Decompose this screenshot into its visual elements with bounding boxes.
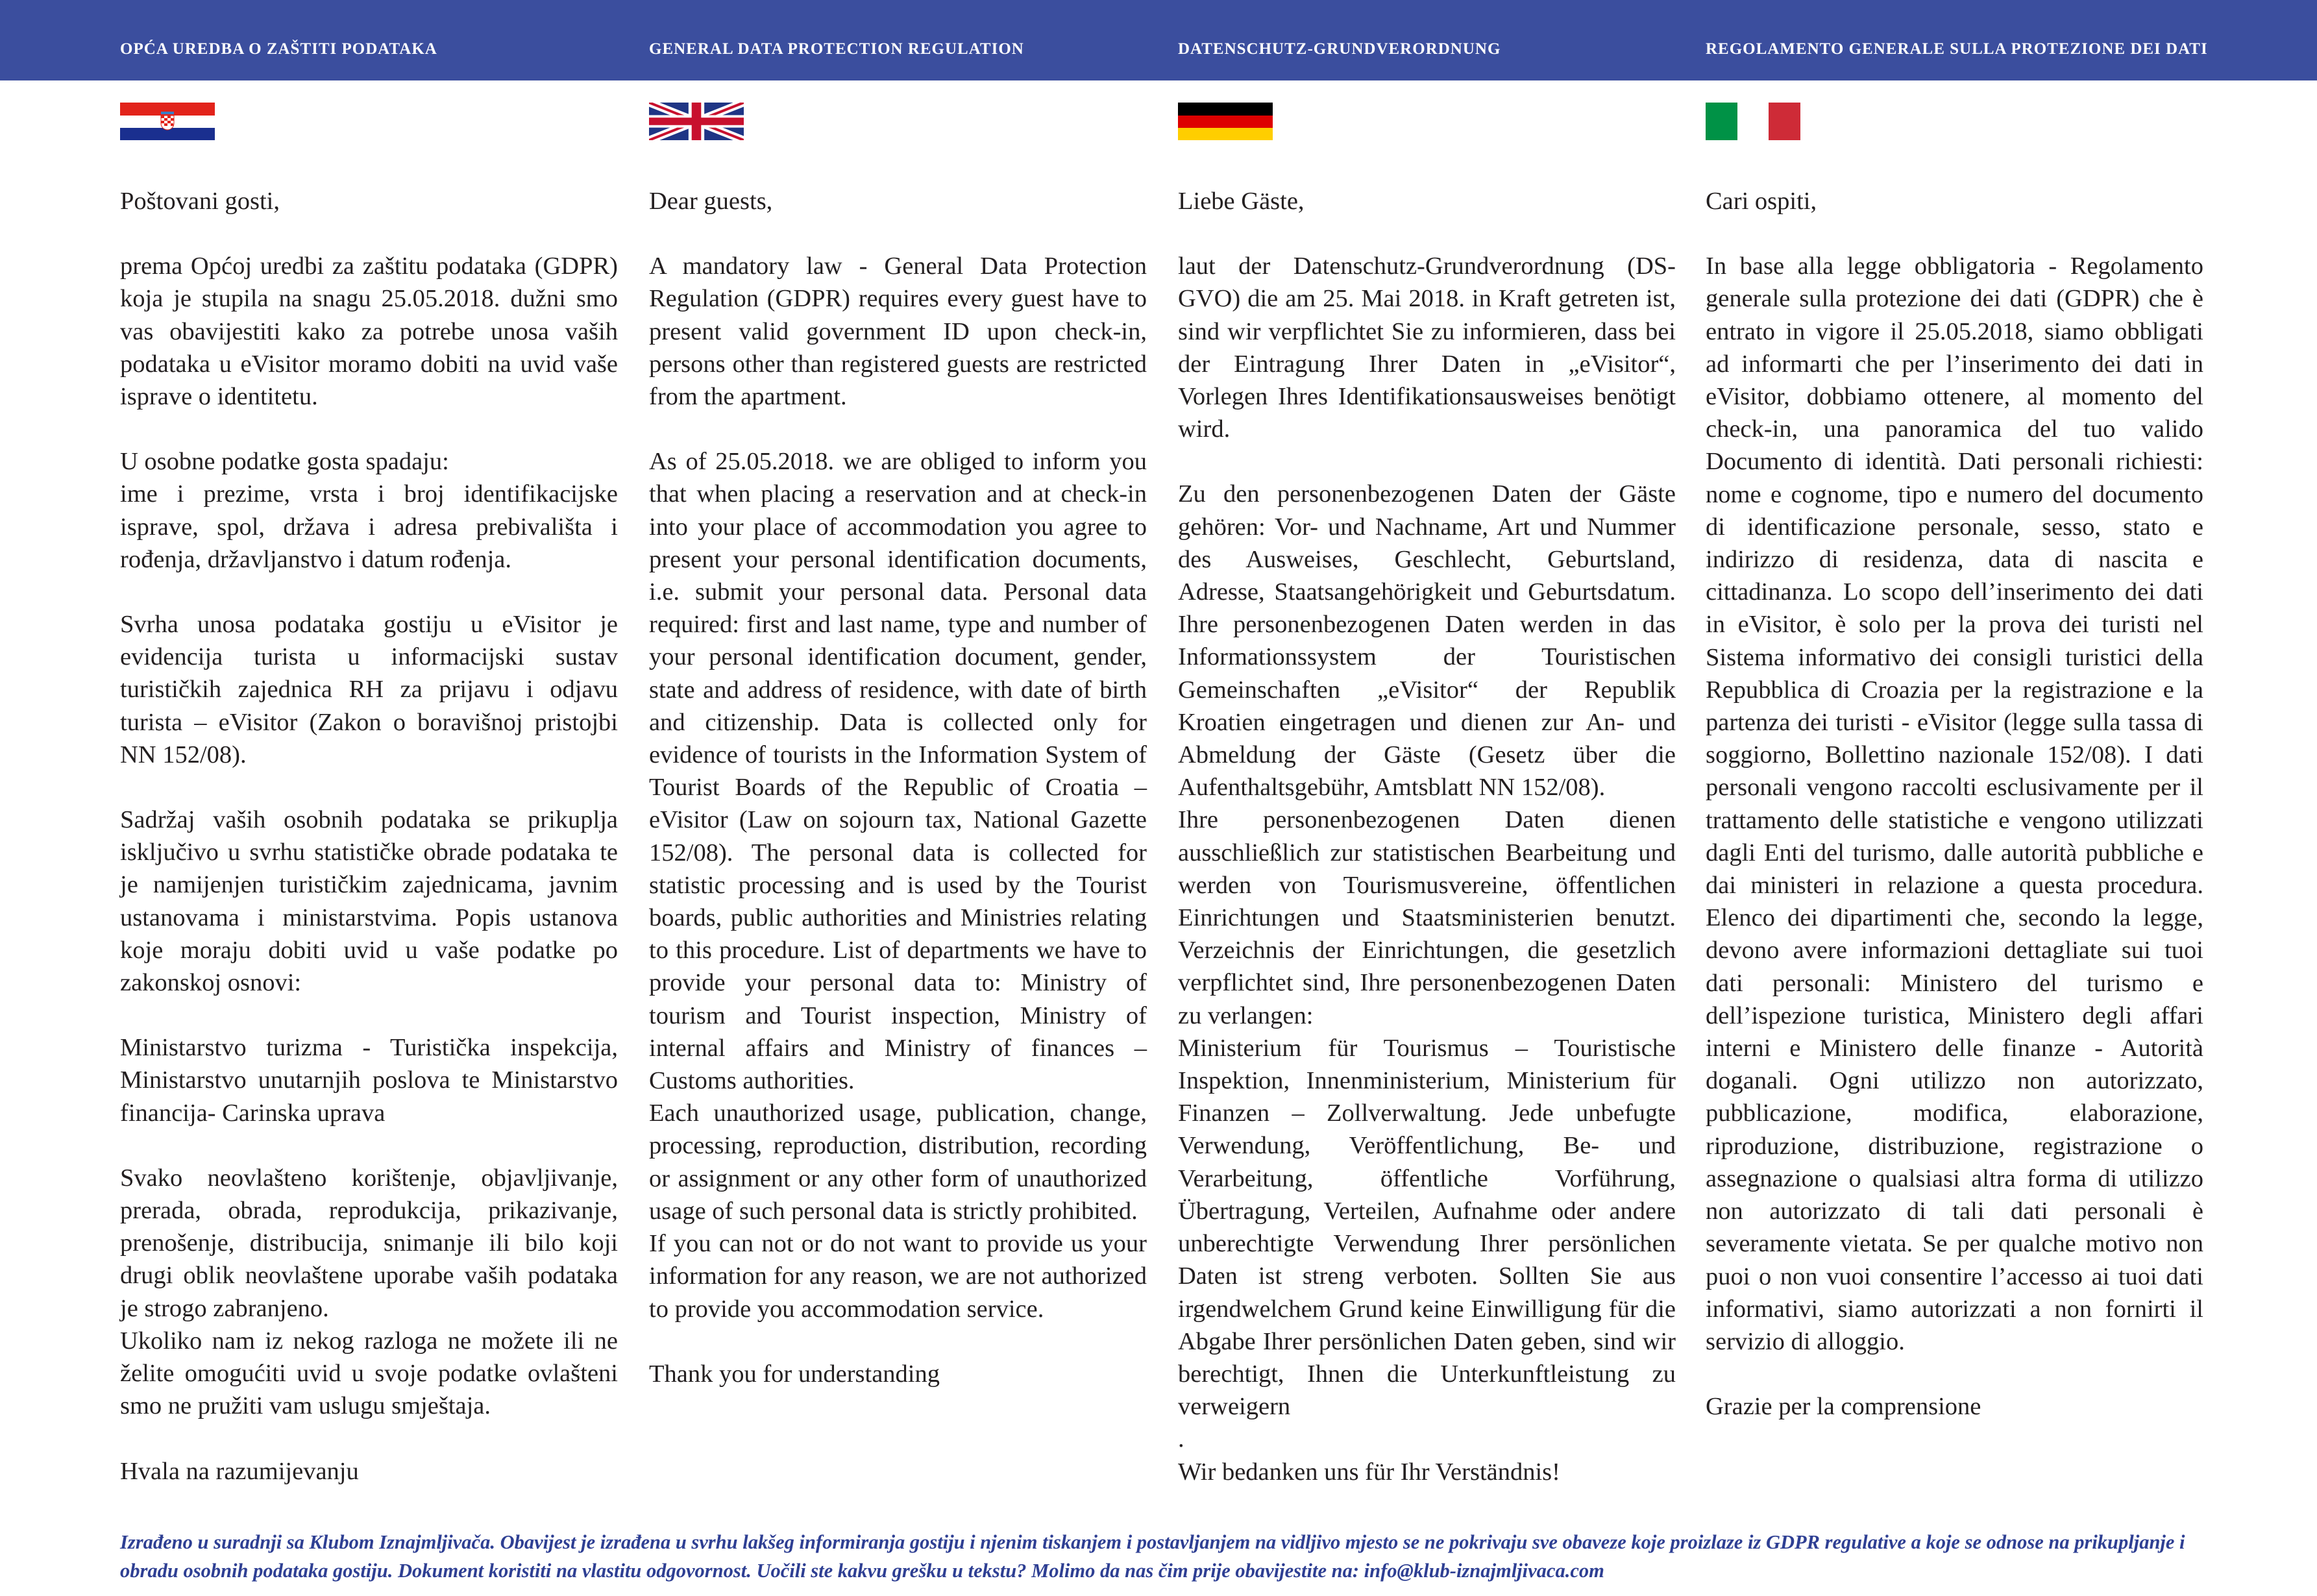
header-german: DATENSCHUTZ-GRUNDVERORDNUNG [1178,40,1501,58]
german-paragraph: laut der Datenschutz-Grundverordnung (DS-GVO) die am 25. Mai 2018. in Kraft getreten ist, sind wir verpflichtet Sie zu informieren, dass bei der Eintragung Ihrer Daten in „eVisitor“, Vorlegen Ihres Identifikationsausweises benötigt wird. [1178,252,1676,443]
italian-thanks: Grazie per la comprensione [1706,1393,1981,1421]
croatian-paragraph: Ministarstvo turizma - Turistička inspekcija, Ministarstvo unutarnjih poslova te Ministarstvo financija- Carinska uprava [120,1034,618,1127]
croatian-paragraph: ime i prezime, vrsta i broj identifikacijske isprave, spol, država i adresa prebivališta i rođenja, državljanstvo i datum rođenja. [120,480,618,573]
croatian-column [120,185,618,1488]
english-thanks: Thank you for understanding [649,1360,940,1388]
english-greeting: Dear guests, [649,188,773,215]
italy-flag-icon [1706,103,1800,140]
croatian-paragraph: Ukoliko nam iz nekog razloga ne možete ili ne želite omogućiti uvid u svoje podatke ovlašteni smo ne pružiti vam uslugu smještaja. [120,1327,618,1420]
header-italian: REGOLAMENTO GENERALE SULLA PROTEZIONE DEI DATI [1706,40,2208,58]
english-paragraph: As of 25.05.2018. we are obliged to inform you that when placing a reservation and at check-in into your place of accommodation you agree to present your personal identification documents, i.e. submit your personal data. Personal data required: first and last name, type and number of your personal identification document, gender, state and address of residence, with date of birth and citizenship. Data is collected only for evidence of tourists in the Information System of Tourist Boards of the Republic of Croatia – eVisitor (Law on sojourn tax, National Gazette 152/08). The personal data is collected for statistic processing and is used by the Tourist boards, public authorities and Ministries relating to this procedure. List of departments we have to provide your personal data to: Ministry of tourism and Tourist inspection, Ministry of internal affairs and Ministry of finances – Customs authorities. [649,448,1147,1095]
footer-disclaimer: Izrađeno u suradnji sa Klubom Iznajmljivača. Obavijest je izrađena u svrhu lakšeg informiranja gostiju i njenim tiskanjem i postavljanjem na vidljivo mjesto se ne pokrivaju sve obaveze koje proizlaze iz GDPR regulative a koje se odnose na prikupljanje i obradu osobnih podataka gostiju. Dokument koristiti na vlastitu odgovornost. Uočili ste kakvu grešku u tekstu? Molimo da nas čim prije obavijestite na: info@klub-iznajmljivaca.com [120,1531,2185,1582]
german-thanks: Wir bedanken uns für Ihr Verständnis! [1178,1458,1560,1486]
english-column [649,185,1147,1390]
german-paragraph: Zu den personenbezogenen Daten der Gäste gehören: Vor- und Nachname, Art und Nummer des Ausweises, Geschlecht, Geburtsland, Adresse, Staatsangehörigkeit und Geburtsdatum. Ihre personenbezogenen Daten werden in das Informationssystem der Touristischen Gemeinschaften „eVisitor“ der Republik Kroatien eingetragen und dienen zur An- und Abmeldung der Gäste (Gesetz über die Aufenthaltsgebühr, Amtsblatt NN 152/08). [1178,480,1676,802]
italian-greeting: Cari ospiti, [1706,188,1817,215]
german-column [1178,185,1676,1488]
english-paragraph: If you can not or do not want to provide us your information for any reason, we are not authorized to provide you accommodation service. [649,1230,1147,1323]
croatian-paragraph: U osobne podatke gosta spadaju: [120,448,449,476]
german-dot: . [1178,1425,1184,1453]
german-greeting: Liebe Gäste, [1178,188,1305,215]
german-paragraph: Ministerium für Tourismus – Touristische Inspektion, Innenministerium, Ministerium für Finanzen – Zollverwaltung. Jede unbefugte Verwendung, Veröffentlichung, Be- und Verarbeitung, öffentliche Vorführung, Übertragung, Verteilen, Aufnahme oder andere unberechtigte Verwendung Ihrer persönlichen Daten ist streng verboten. Sollten Sie aus irgendwelchem Grund keine Einwilligung für die Abgabe Ihrer persönlichen Daten geben, sind wir berechtigt, Ihnen die Unterkunftleistung zu verweigern [1178,1034,1676,1421]
croatian-paragraph: Sadržaj vaših osobnih podataka se prikuplja isključivo u svrhu statističke obrade podataka te je namijenjen turističkim zajednicama, javnim ustanovama i ministarstvima. Popis ustanova koje moraju dobiti uvid u vaše podatke po zakonskoj osnovi: [120,806,618,997]
uk-flag-icon [649,103,744,140]
germany-flag-icon [1178,103,1273,140]
english-paragraph: Each unauthorized usage, publication, change, processing, reproduction, distribution, recording or assignment or any other form of unauthorized usage of such personal data is strictly prohibited. [649,1099,1147,1225]
header-croatian: OPĆA UREDBA O ZAŠTITI PODATAKA [120,40,437,58]
croatian-paragraph: Svrha unosa podataka gostiju u eVisitor je evidencija turista u informacijski sustav turističkih zajednica RH za prijavu i odjavu turista – eVisitor (Zakon o boravišnoj pristojbi NN 152/08). [120,611,618,768]
croatia-flag-icon [120,103,215,140]
croatian-paragraph: Svako neovlašteno korištenje, objavljivanje, prerada, obrada, reprodukcija, prikazivanje, prenošenje, distribucija, snimanje ili bilo koji drugi oblik neovlaštene uporabe vaših podataka je strogo zabranjeno. [120,1164,618,1322]
italian-column [1706,185,2203,1423]
croatian-thanks: Hvala na razumijevanju [120,1457,359,1485]
croatian-paragraph: prema Općoj uredbi za zaštitu podataka (GDPR) koja je stupila na snagu 25.05.2018. dužni smo vas obavijestiti kako za potrebe unosa vaših podataka u eVisitor moramo dobiti na uvid vaše isprave o identitetu. [120,252,618,411]
header-english: GENERAL DATA PROTECTION REGULATION [649,40,1024,58]
croatian-greeting: Poštovani gosti, [120,188,280,215]
english-paragraph: A mandatory law - General Data Protection Regulation (GDPR) requires every guest have to present valid government ID upon check-in, persons other than registered guests are restricted from the apartment. [649,252,1147,411]
german-paragraph: Ihre personenbezogenen Daten dienen ausschließlich zur statistischen Bearbeitung und werden von Tourismusvereine, öffentlichen Einrichtungen und Staatsministerien benutzt. Verzeichnis der Einrichtungen, die gesetzlich verpflichtet sind, Ihre personenbezogenen Daten zu verlangen: [1178,806,1676,1029]
italian-paragraph: In base alla legge obbligatoria - Regolamento generale sulla protezione dei dati (GDPR) che è entrato in vigore il 25.05.2018, siamo obbligati ad informarti che per l’inserimento dei dati in eVisitor, dobbiamo ottenere, al momento del check-in, una panoramica del tuo valido Documento di identità. Dati personali richiesti: nome e cognome, tipo e numero del documento di identificazione personale, sesso, stato e indirizzo di residenza, data di nascita e cittadinanza. Lo scopo dell’inserimento dei dati in eVisitor, è solo per la prova dei turisti nel Sistema informativo dei consigli turistici della Repubblica di Croazia per la registrazione e la partenza dei turisti - eVisitor (legge sulla tassa di soggiorno, Bollettino nazionale 152/08). I dati personali vengono raccolti esclusivamente per il trattamento delle statistiche e vengono utilizzati dagli Enti del turismo, dalle autorità pubbliche e dai ministeri in relazione a questa procedura. Elenco dei dipartimenti che, secondo la legge, devono avere informazioni dettagliate sui tuoi dati personali: Ministero del turismo e dell’ispezione turistica, Ministero degli affari interni e Ministero delle finanze - Autorità doganali. Ogni utilizzo non autorizzato, pubblicazione, modifica, elaborazione, riproduzione, distribuzione, registrazione o assegnazione o qualsiasi altra forma di utilizzo non autorizzato di tali dati personali è severamente vietata. Se per qualche motivo non puoi o non vuoi consentire l’accesso ai tuoi dati informativi, siamo autorizzati a non fornirti il servizio di alloggio. [1706,252,2203,1355]
